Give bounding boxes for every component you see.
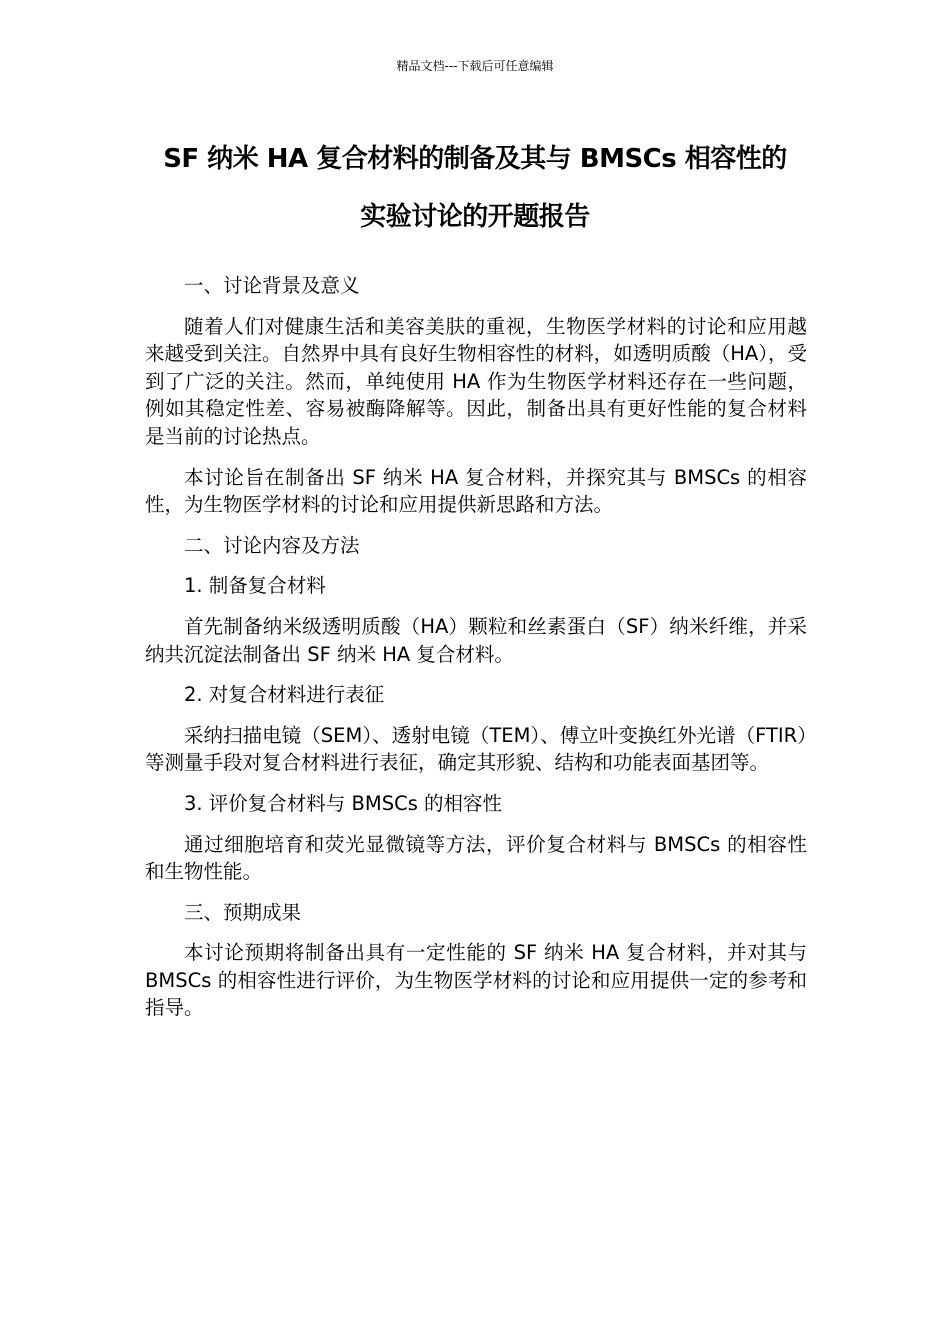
section-heading-background: 一、讨论背景及意义 (184, 274, 360, 297)
paragraph-prepare: 首先制备纳米级透明质酸（HA）颗粒和丝素蛋白（SF）纳米纤维，并采纳共沉淀法制备出 SF 纳米 HA 复合材料。 (145, 614, 807, 666)
paragraph-compatibility: 通过细胞培育和荧光显微镜等方法，评价复合材料与 BMSCs 的相容性和生物性能。 (145, 832, 807, 884)
header-note: 精品文档---下载后可任意编辑 (396, 59, 554, 73)
document-title (120, 130, 830, 246)
paragraph-characterize: 采纳扫描电镜（SEM）、透射电镜（TEM）、傅立叶变换红外光谱（FTIR）等测量手段对复合材料进行表征，确定其形貌、结构和功能表面基团等。 (145, 723, 807, 775)
title-line-1: SF 纳米 HA 复合材料的制备及其与 BMSCs 相容性的 (163, 144, 787, 174)
paragraph-results: 本讨论预期将制备出具有一定性能的 SF 纳米 HA 复合材料，并对其与 BMSCs 的相容性进行评价，为生物医学材料的讨论和应用提供一定的参考和指导。 (145, 941, 807, 1020)
section-heading-results: 三、预期成果 (184, 900, 302, 924)
subheading-prepare: 1. 制备复合材料 (184, 574, 326, 598)
paragraph-background: 随着人们对健康生活和美容美肤的重视，生物医学材料的讨论和应用越来越受到关注。自然界中具有良好生物相容性的材料，如透明质酸（HA），受到了广泛的关注。然而，单纯使用 HA 作为生物医学材料还存在一些问题，例如其稳定性差、容易被酶降解等。因此，制备出具有更好性能的复合材料是当前的讨论热点。 (145, 314, 807, 448)
document-body (145, 272, 807, 1035)
section-heading-methods: 二、讨论内容及方法 (184, 533, 360, 557)
subheading-compatibility: 3. 评价复合材料与 BMSCs 的相容性 (184, 791, 503, 815)
subheading-characterize: 2. 对复合材料进行表征 (184, 683, 385, 707)
paragraph-purpose: 本讨论旨在制备出 SF 纳米 HA 复合材料，并探究其与 BMSCs 的相容性，为生物医学材料的讨论和应用提供新思路和方法。 (145, 465, 807, 517)
title-line-2: 实验讨论的开题报告 (360, 202, 590, 232)
